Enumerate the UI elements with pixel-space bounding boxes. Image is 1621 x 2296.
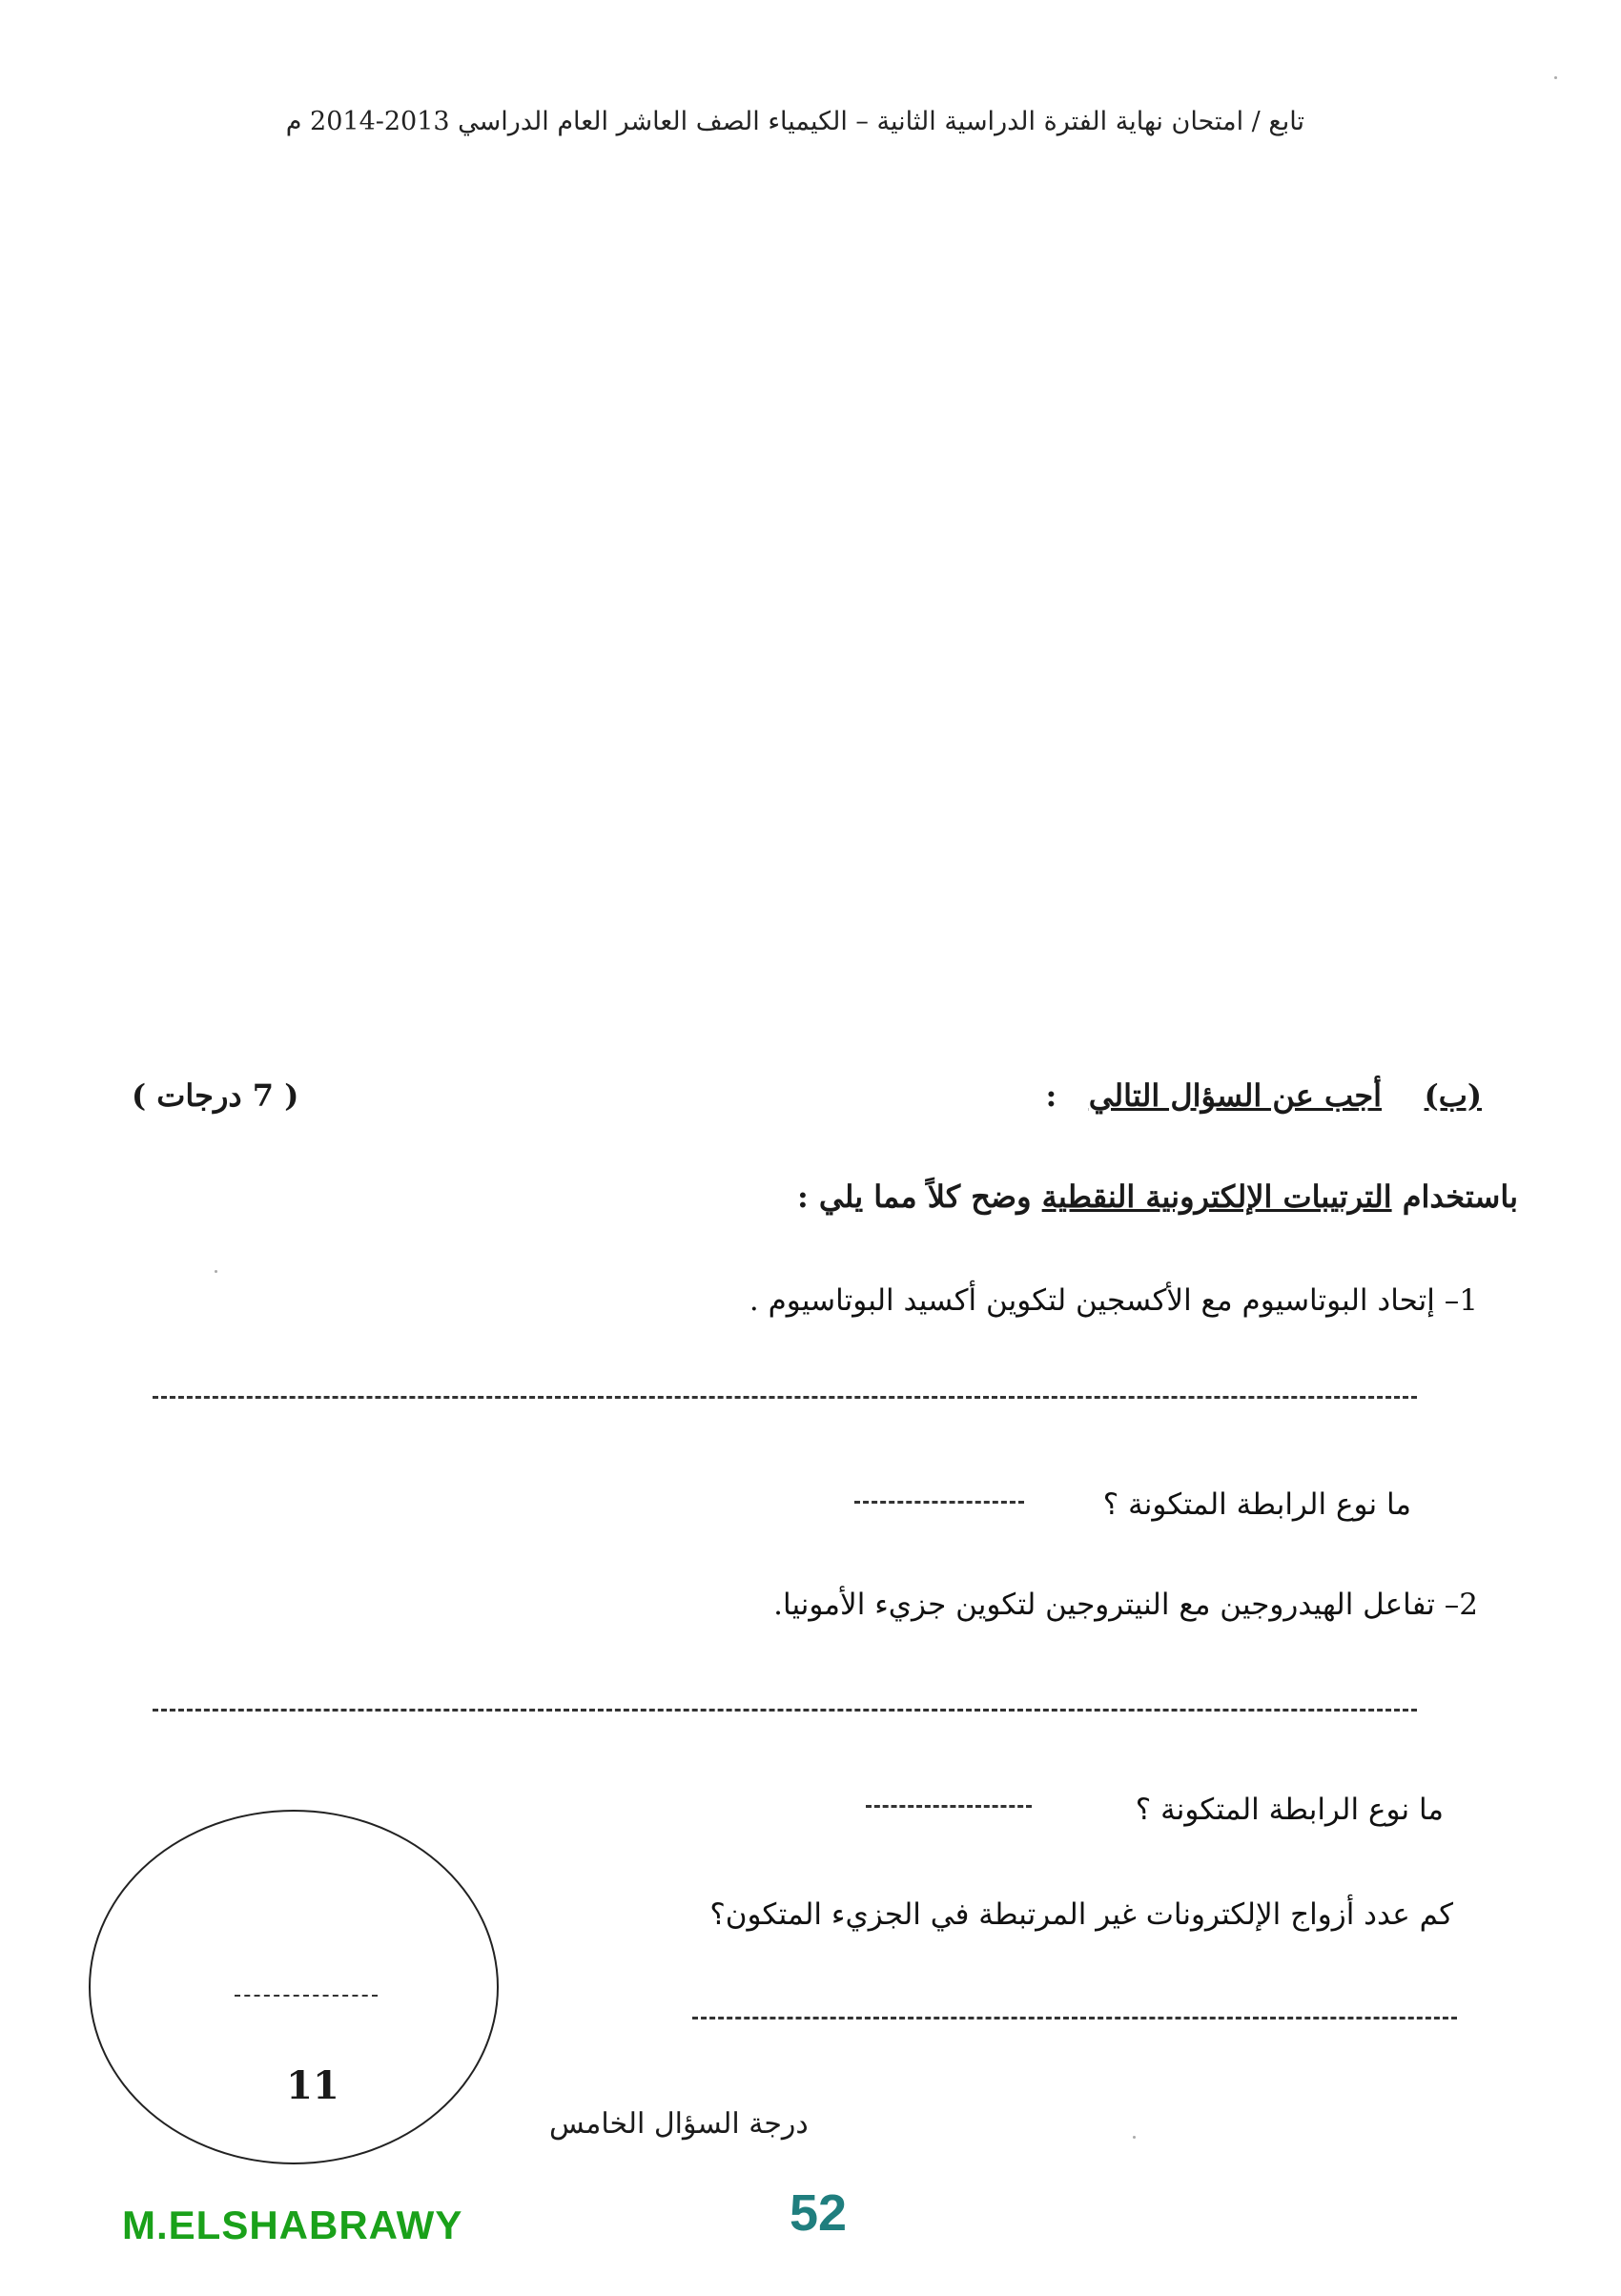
scan-speck — [1133, 2136, 1136, 2139]
score-label: درجة السؤال الخامس — [549, 2107, 809, 2141]
question-2-lone-pairs: كم عدد أزواج الإلكترونات غير المرتبطة في الجزيء المتكون؟ — [709, 1897, 1453, 1932]
instruction-suffix: وضح كلاً مما يلي : — [796, 1179, 1042, 1215]
page-number: 52 — [790, 2184, 848, 2242]
part-b-title — [1046, 1077, 1483, 1114]
author-watermark: M.ELSHABRAWY — [122, 2203, 463, 2247]
part-b-marks: ( 7 درجات ) — [132, 1077, 299, 1114]
instruction-underlined: الترتيبات الإلكترونية النقطية — [1041, 1179, 1392, 1215]
part-b-label: (ب) — [1424, 1077, 1482, 1114]
answer-line-3[interactable] — [692, 2017, 1457, 2019]
part-b-heading: أجب عن السؤال التالي — [1088, 1077, 1383, 1114]
instruction — [797, 1179, 1518, 1215]
answer-blank-bond-1[interactable] — [854, 1501, 1024, 1504]
question-2: 2– تفاعل الهيدروجين مع النيتروجين لتكوين جزيء الأمونيا. — [773, 1588, 1478, 1622]
instruction-prefix: باستخدام — [1391, 1179, 1518, 1215]
score-total: 11 — [286, 2063, 339, 2108]
score-oval — [89, 1810, 499, 2164]
scan-speck — [215, 1270, 217, 1273]
score-blank[interactable] — [235, 1995, 378, 1997]
question-1: 1– إتحاد البوتاسيوم مع الأكسجين لتكوين أكسيد البوتاسيوم . — [749, 1283, 1478, 1318]
answer-blank-bond-2[interactable] — [866, 1805, 1032, 1808]
answer-line-1[interactable] — [153, 1396, 1417, 1399]
question-1-bond-type: ما نوع الرابطة المتكونة ؟ — [1102, 1487, 1411, 1522]
question-2-bond-type: ما نوع الرابطة المتكونة ؟ — [1135, 1793, 1444, 1827]
exam-header: تابع / امتحان نهاية الفترة الدراسية الثانية – الكيمياء الصف العاشر العام الدراسي 2013-2014 م — [285, 107, 1304, 136]
answer-line-2[interactable] — [153, 1709, 1417, 1712]
scan-speck — [1554, 76, 1557, 79]
part-b-colon: : — [1045, 1077, 1057, 1114]
